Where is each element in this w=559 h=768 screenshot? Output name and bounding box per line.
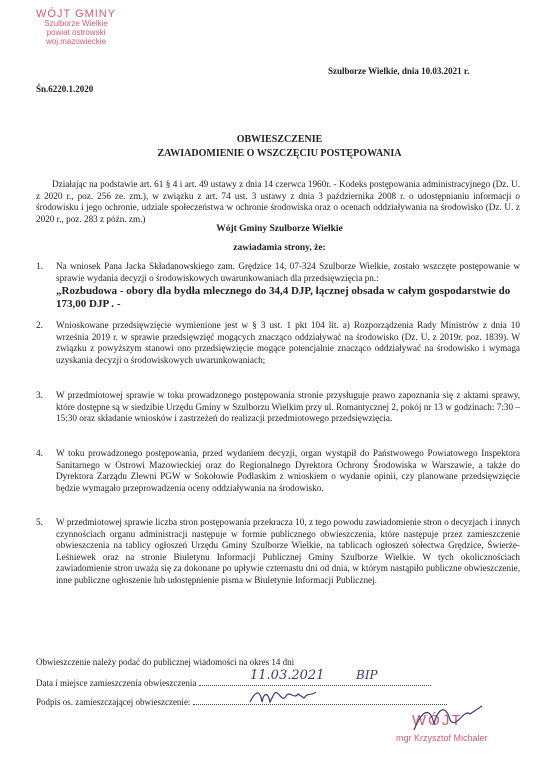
handwritten-place: BIP xyxy=(356,668,378,682)
item-number: 4. xyxy=(36,448,43,458)
title-notification: ZAWIADOMIENIE O WSZCZĘCIU POSTĘPOWANIA xyxy=(157,148,402,159)
item-1-text: Na wniosek Pana Jacka Składanowskiego zam. Grędzice 14, 07-324 Szulborze Wielkie, zostało wszczęte postępowanie w sprawie wydania decyzji o środowiskowych uwarunkowaniach dla przedsięwzięcia pn.: xyxy=(56,261,520,283)
item-5-text: W przedmiotowej sprawie liczba stron postępowania przekracza 10, z tego powodu zawiadomienie stron o decyzjach i innych czynnościach organu administracji następuje w formie publicznego obwieszczenia, które następuje przez zamieszczenie obwieszczenia na tablicy ogłoszeń Urzędu Gminy Szulborze Wielkie, na tablicach ogłoszeń sołectwa Grędzice, Świerże-Leśniewek oraz na stronie Biuletynu Informacji Publicznej Gminy Szulborze Wielkie. W tych okolicznościach zawiadomienie stron uważa się za dokonane po upływie czternastu dni od dnia, w którym nastąpiło publiczne obwieszczenie, inne publiczne ogłoszenie lub udostępnienie pisma w Biuletynie Informacji Publicznej. xyxy=(56,517,520,585)
official-signature xyxy=(408,700,488,736)
project-title: „Rozbudowa - obory dla bydła mlecznego do 34,4 DJP, łącznej obsada w całym gospodarstwie do 173,00 DJP . xyxy=(56,285,511,310)
authority: Wójt Gminy Szulborze Wielkie xyxy=(216,224,343,234)
case-number: Śn.6220.1.2020 xyxy=(36,84,94,94)
signature-stamp-name: mgr Krzysztof Michaler xyxy=(396,733,488,743)
stamp-line-2: Szulborze Wielkie xyxy=(44,19,108,28)
item-2-text: Wnioskowane przedsięwzięcie wymienione jest w § 3 ust. 1 pkt 104 lit. a) Rozporządzenia Rady Ministrów z dnia 10 września 2019 r. w sprawie przedsięwzięć mogących znacząco oddziaływać na środowisko (Dz. U. z 2019r. poz. 1839). W związku z powyższym stanowi ono przedsięwzięcie mogące potencjalnie znacząco oddziaływać na środowisko i wymaga uzyskania decyzji o środowiskowych uwarunkowaniach; xyxy=(56,320,520,365)
intro-paragraph: Działając na podstawie art. 61 § 4 i art. 49 ustawy z dnia 14 czerwca 1960r. - Kodeks postępowania administracyjnego (Dz. U. z 2020 r., poz. 256 ze. zm.), w związku z art. 74 ust. 3 ustawy z dnia 3 października 2008 r. o udostępnianiu informacji o środowisku i jego ochronie, udziale społeczeństwa w ochronie środowiska oraz o ocenach oddziaływania na środowisko (Dz. U. z 2020 r., poz. 283 z późn. zm.) xyxy=(36,179,520,224)
footer-signature-label: Podpis os. zamieszczającej obwieszczenie: xyxy=(36,697,191,707)
handwritten-signature xyxy=(248,686,318,708)
item-3-text: W przedmiotowej sprawie w toku prowadzonego postępowania stronie przysługuje prawo zapoznania się z aktami sprawy, które dostępne są w siedzibie Urzędu Gminy w Szulborzu Wielkim przy ul. Romantycznej 2, pokój nr 13 w godzinach: 7:30 – 15:30 oraz składanie wniosków i zastrzeżeń do realizacji przedmiotowego przedsięwzięcia. xyxy=(56,390,520,424)
office-stamp xyxy=(36,10,116,46)
footer-date-place-label: Data i miejsce zamieszczenia obwieszczenia xyxy=(36,678,197,688)
item-number: 2. xyxy=(36,320,43,330)
stamp-line-4: woj.mazowieckie xyxy=(46,37,107,46)
date-place: Szulborze Wielkie, dnia 10.03.2021 r. xyxy=(328,66,470,76)
handwritten-date: 11.03.2021 xyxy=(250,668,325,683)
item-4-text: W toku prowadzonego postępowania, przed wydaniem decyzji, organ wystąpił do Państwowego Powiatowego Inspektora Sanitarnego w Ostrowi Mazowieckiej oraz do Regionalnego Dyrektora Ochrony Środowiska w Warszawie, a także do Dyrektora Zarządu Zlewni PGW w Sokołowie Podlaskim z wnioskiem o wydanie opinii, czy planowane przedsięwzięcie będzie wymagało przeprowadzenia oceny oddziaływania na środowisko. xyxy=(56,448,520,493)
project-name xyxy=(56,285,520,311)
project-tail: - xyxy=(116,298,121,310)
notifies-heading: zawiadamia strony, że: xyxy=(233,243,326,253)
item-number: 1. xyxy=(36,261,43,271)
footer-publication-period: Obwieszczenie należy podać do publicznej wiadomości na okres 14 dni xyxy=(36,657,295,667)
signature-stamp-title: WÓJT xyxy=(412,712,463,729)
item-number: 5. xyxy=(36,517,43,527)
stamp-line-3: powiat ostrowski xyxy=(46,28,106,37)
stamp-line-1: WÓJT GMINY xyxy=(36,8,117,20)
item-number: 3. xyxy=(36,390,43,400)
title-announcement: OBWIESZCZENIE xyxy=(236,134,323,145)
